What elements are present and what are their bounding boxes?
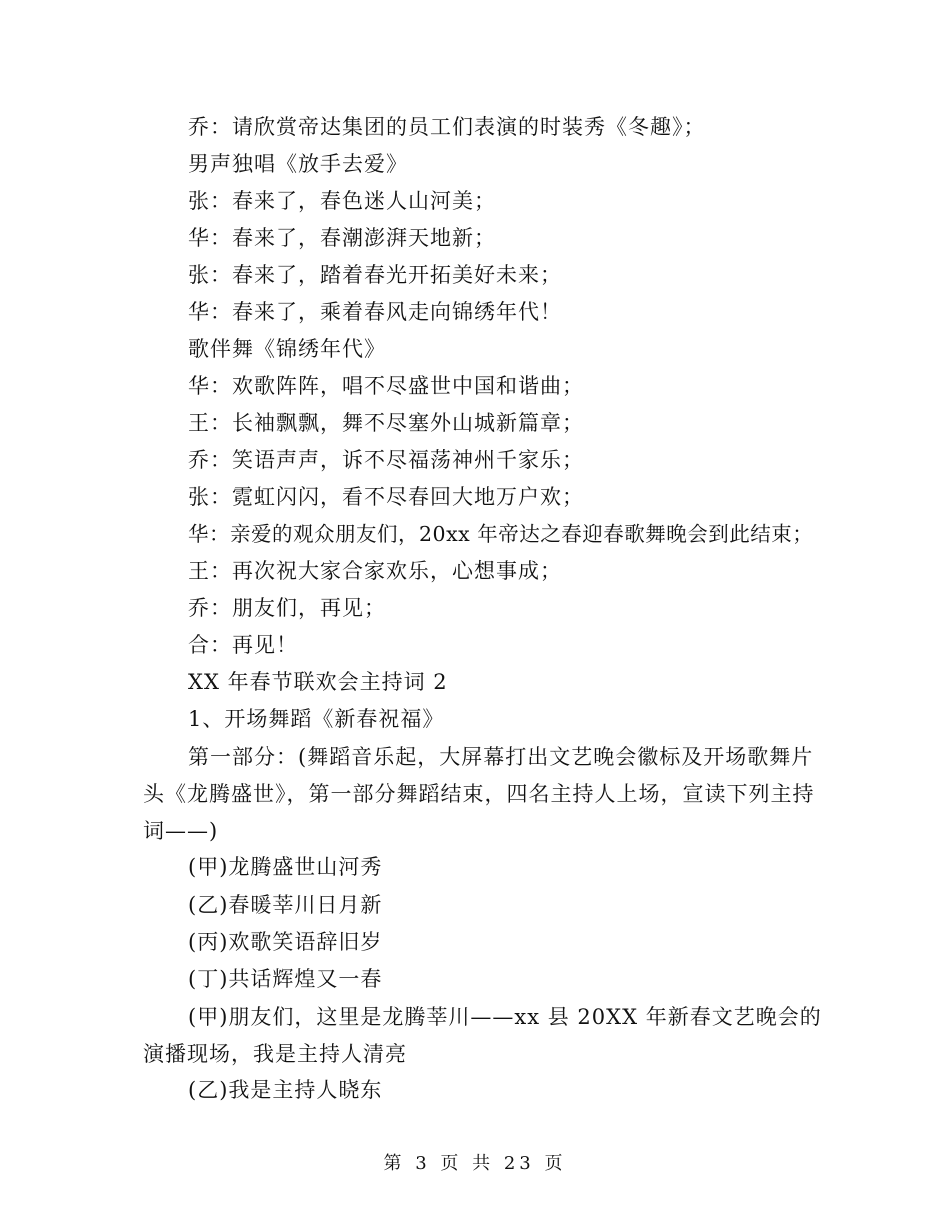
text-line: 1、开场舞蹈《新春祝福》: [188, 707, 445, 731]
text-line: (乙)我是主持人晓东: [188, 1078, 383, 1102]
text-line: 王：再次祝大家合家欢乐，心想事成；: [188, 559, 562, 583]
paragraph: (甲)朋友们，这里是龙腾莘川——xx 县 20XX 年新春文艺晚会的演播现场，我是主持人清亮: [143, 1005, 822, 1066]
text-line: 歌伴舞《锦绣年代》: [188, 337, 386, 361]
text-line: 乔：朋友们，再见；: [188, 596, 386, 620]
text-line: 张：春来了，踏着春光开拓美好未来；: [188, 263, 562, 287]
text-line: 合：再见！: [188, 633, 298, 657]
text-line: 华：春来了，乘着春风走向锦绣年代！: [188, 300, 562, 324]
page-number: 第 3 页 共 23 页: [383, 1153, 567, 1174]
text-line: (乙)春暖莘川日月新: [188, 893, 383, 917]
text-line: 男声独唱《放手去爱》: [188, 152, 408, 176]
text-line: 乔：笑语声声，诉不尽福荡神州千家乐；: [188, 448, 584, 472]
text-line: 华：春来了，春潮澎湃天地新；: [188, 226, 496, 250]
text-line: 乔：请欣赏帝达集团的员工们表演的时装秀《冬趣》；: [188, 115, 706, 139]
text-line: 张：春来了，春色迷人山河美；: [188, 189, 496, 213]
text-line: 华：亲爱的观众朋友们，20xx 年帝达之春迎春歌舞晚会到此结束；: [188, 522, 814, 546]
text-line: (甲)龙腾盛世山河秀: [188, 855, 383, 879]
text-line: 王：长袖飘飘，舞不尽塞外山城新篇章；: [188, 411, 584, 435]
text-line: (丙)欢歌笑语辞旧岁: [188, 930, 383, 954]
paragraph: 第一部分：(舞蹈音乐起，大屏幕打出文艺晚会徽标及开场歌舞片头《龙腾盛世》，第一部分舞蹈结束，四名主持人上场，宣读下列主持词——): [143, 745, 815, 843]
text-line: 张：霓虹闪闪，看不尽春回大地万户欢；: [188, 485, 584, 509]
section-heading: XX 年春节联欢会主持词 2: [188, 670, 448, 694]
text-line: 华：欢歌阵阵，唱不尽盛世中国和谐曲；: [188, 374, 584, 398]
text-line: (丁)共话辉煌又一春: [188, 967, 383, 991]
